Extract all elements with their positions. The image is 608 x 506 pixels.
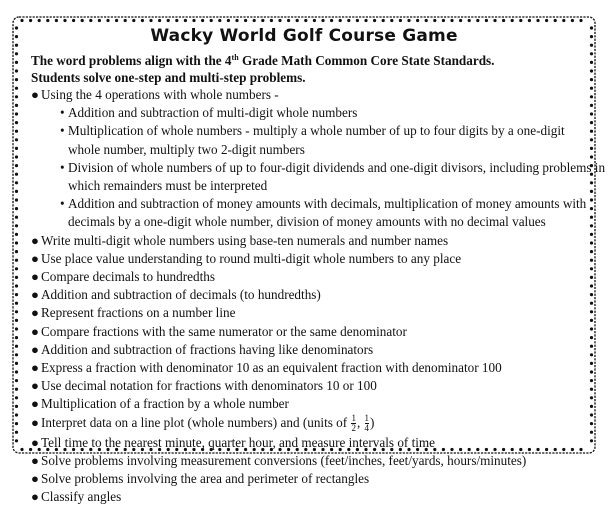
list-item: ● Compare fractions with the same numerator or the same denominator xyxy=(31,323,605,341)
sub-bullet-icon: • xyxy=(60,123,65,139)
intro-line-1: The word problems align with the 4th Grade Math Common Core State Standards. xyxy=(31,53,495,68)
list-item: ● Classify angles xyxy=(31,488,605,506)
intro-line-2: Students solve one-step and multi-step problems. xyxy=(31,70,306,85)
bullet-icon: ● xyxy=(31,414,39,430)
sub-list-item-continuation: decimals by a one-digit whole number, division of money amounts with no decimal values xyxy=(68,214,546,230)
standards-list xyxy=(31,86,605,506)
bullet-icon: ● xyxy=(31,452,39,468)
list-item: ● Solve problems involving the area and perimeter of rectangles xyxy=(31,470,605,488)
intro-text xyxy=(31,52,494,86)
bullet-icon: ● xyxy=(31,360,39,376)
bullet-icon: ● xyxy=(31,305,39,321)
sub-bullet-icon: • xyxy=(60,196,65,212)
bullet-icon: ● xyxy=(31,341,39,357)
sub-list-item: • Addition and subtraction of money amounts with decimals, multiplication of money amounts with xyxy=(31,195,605,213)
list-item: ● Solve problems involving measurement conversions (feet/inches, feet/yards, hours/minutes) xyxy=(31,452,605,470)
list-item: ● Addition and subtraction of decimals (to hundredths) xyxy=(31,286,605,304)
bullet-icon: ● xyxy=(31,396,39,412)
bullet-icon: ● xyxy=(31,323,39,339)
bullet-icon: ● xyxy=(31,489,39,505)
list-item: ● Addition and subtraction of fractions having like denominators xyxy=(31,341,605,359)
list-item: ● Interpret data on a line plot (whole numbers) and (units of $\frac{1}{2}$ , $\frac{1}{4}$ ) xyxy=(31,413,375,434)
list-item: ● Express a fraction with denominator 10 as an equivalent fraction with denominator 100 xyxy=(31,359,605,377)
list-item: ● Compare decimals to hundredths xyxy=(31,268,605,286)
sub-bullet-icon: • xyxy=(60,159,65,175)
fraction-one-half: $\frac{1}{2}$ xyxy=(351,413,356,434)
sub-list-item: • Multiplication of whole numbers - multiply a whole number of up to four digits by a one-digit xyxy=(31,122,605,140)
list-item: ● Represent fractions on a number line xyxy=(31,304,605,322)
list-item: ● Tell time to the nearest minute, quarter hour, and measure intervals of time xyxy=(31,434,605,452)
list-item: ● Write multi-digit whole numbers using base-ten numerals and number names xyxy=(31,232,605,250)
list-item: ● Use decimal notation for fractions with denominators 10 or 100 xyxy=(31,377,605,395)
sub-list-item: • Addition and subtraction of multi-digit whole numbers xyxy=(31,104,605,122)
fraction-one-quarter: $\frac{1}{4}$ xyxy=(364,413,370,434)
sub-bullet-icon: • xyxy=(60,105,65,121)
bullet-icon: ● xyxy=(31,250,39,266)
bullet-icon: ● xyxy=(31,471,39,487)
page-title: Wacky World Golf Course Game xyxy=(150,26,458,46)
bullet-icon: ● xyxy=(31,269,39,285)
bullet-icon: ● xyxy=(31,287,39,303)
bullet-icon: ● xyxy=(31,434,39,450)
list-item: ● Use place value understanding to round multi-digit whole numbers to any place xyxy=(31,250,605,268)
bullet-icon: ● xyxy=(31,87,39,102)
sub-list-item-continuation: whole number, multiply two 2-digit numbers xyxy=(68,141,305,157)
bullet-icon: ● xyxy=(31,378,39,394)
list-item: ● Multiplication of a fraction by a whole number xyxy=(31,395,605,413)
sub-list-item: • Division of whole numbers of up to four-digit dividends and one-digit divisors, including problems in xyxy=(31,159,605,177)
bullet-icon: ● xyxy=(31,232,39,248)
list-item: ● Using the 4 operations with whole numbers - xyxy=(31,86,605,104)
sub-list-item-continuation: which remainders must be interpreted xyxy=(68,178,268,194)
